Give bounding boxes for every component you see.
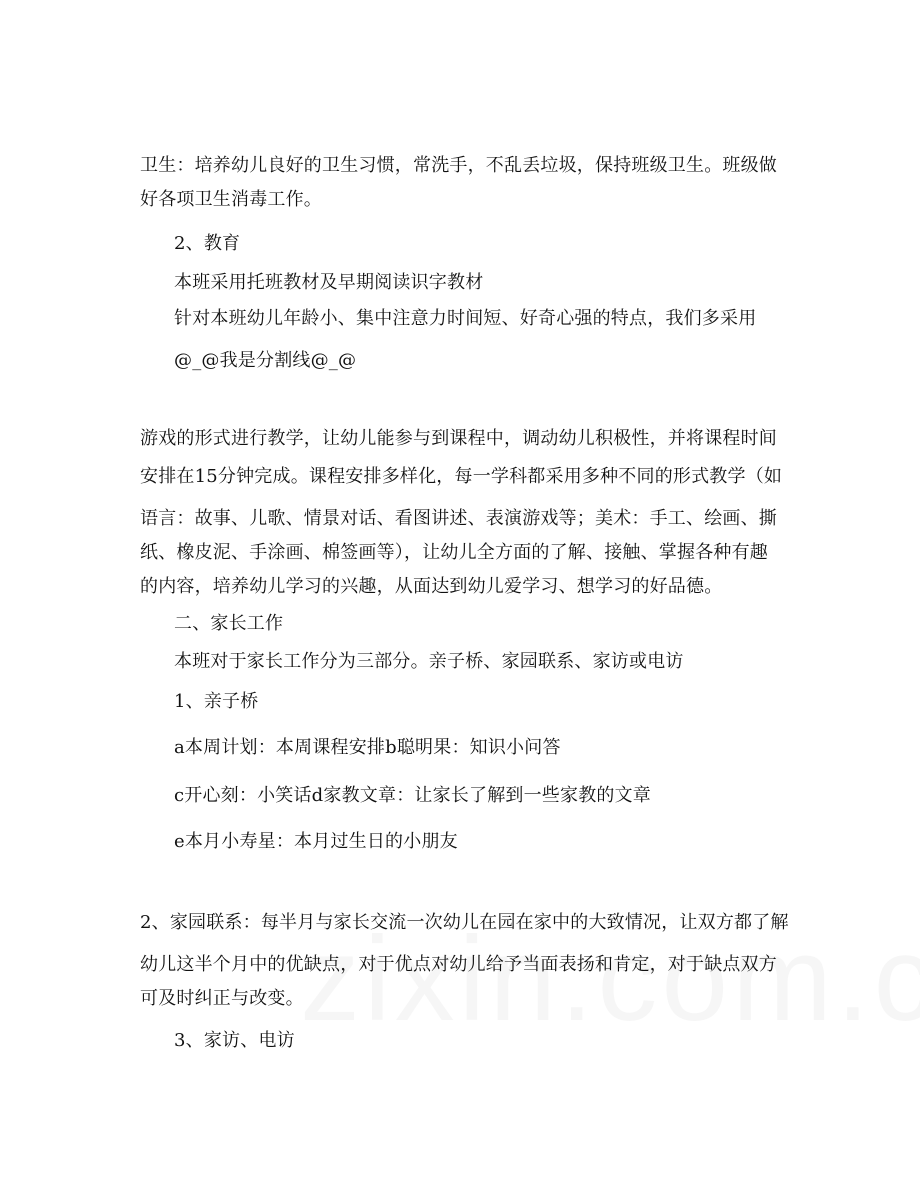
heading-parent-work: 二、家长工作 xyxy=(174,613,284,634)
paragraph-textbook: 本班采用托班教材及早期阅读识字教材 xyxy=(174,272,484,293)
paragraph-teaching-intro: 针对本班幼儿年龄小、集中注意力时间短、好奇心强的特点，我们多采用 xyxy=(174,308,757,329)
heading-education: 2、教育 xyxy=(174,233,241,254)
paragraph-teaching-line-4: 纸、橡皮泥、手涂画、棉签画等），让幼儿全方面的了解、接触、掌握各种有趣 xyxy=(140,542,768,563)
paragraph-teaching-line-3: 语言：故事、儿歌、情景对话、看图讲述、表演游戏等；美术：手工、绘画、撕 xyxy=(140,508,777,529)
heading-home-visit: 3、家访、电访 xyxy=(174,1030,295,1051)
paragraph-home-school-line-2: 幼儿这半个月中的优缺点，对于优点对幼儿给予当面表扬和肯定，对于缺点双方 xyxy=(140,954,777,975)
list-item-e: e本月小寿星：本月过生日的小朋友 xyxy=(174,831,458,852)
paragraph-parent-work-intro: 本班对于家长工作分为三部分。亲子桥、家园联系、家访或电访 xyxy=(174,651,684,672)
paragraph-home-school-line-3: 可及时纠正与改变。 xyxy=(140,988,304,1009)
separator-text: @_@我是分割线@_@ xyxy=(174,350,357,371)
heading-parent-child-bridge: 1、亲子桥 xyxy=(174,691,259,712)
paragraph-teaching-line-1: 游戏的形式进行教学，让幼儿能参与到课程中，调动幼儿积极性，并将课程时间 xyxy=(140,428,777,449)
paragraph-hygiene-line-1: 卫生：培养幼儿良好的卫生习惯，常洗手，不乱丢垃圾，保持班级卫生。班级做 xyxy=(140,155,777,176)
list-item-c-d: c开心刻：小笑话d家教文章：让家长了解到一些家教的文章 xyxy=(174,785,652,806)
list-item-a-b: a本周计划：本周课程安排b聪明果：知识小问答 xyxy=(174,737,561,758)
paragraph-teaching-line-2: 安排在15分钟完成。课程安排多样化，每一学科都采用多种不同的形式教学（如 xyxy=(140,466,783,487)
paragraph-home-school-line-1: 2、家园联系：每半月与家长交流一次幼儿在园在家中的大致情况，让双方都了解 xyxy=(140,912,789,933)
paragraph-teaching-line-5: 的内容，培养幼儿学习的兴趣，从面达到幼儿爱学习、想学习的好品德。 xyxy=(140,576,723,597)
paragraph-hygiene-line-2: 好各项卫生消毒工作。 xyxy=(140,189,322,210)
